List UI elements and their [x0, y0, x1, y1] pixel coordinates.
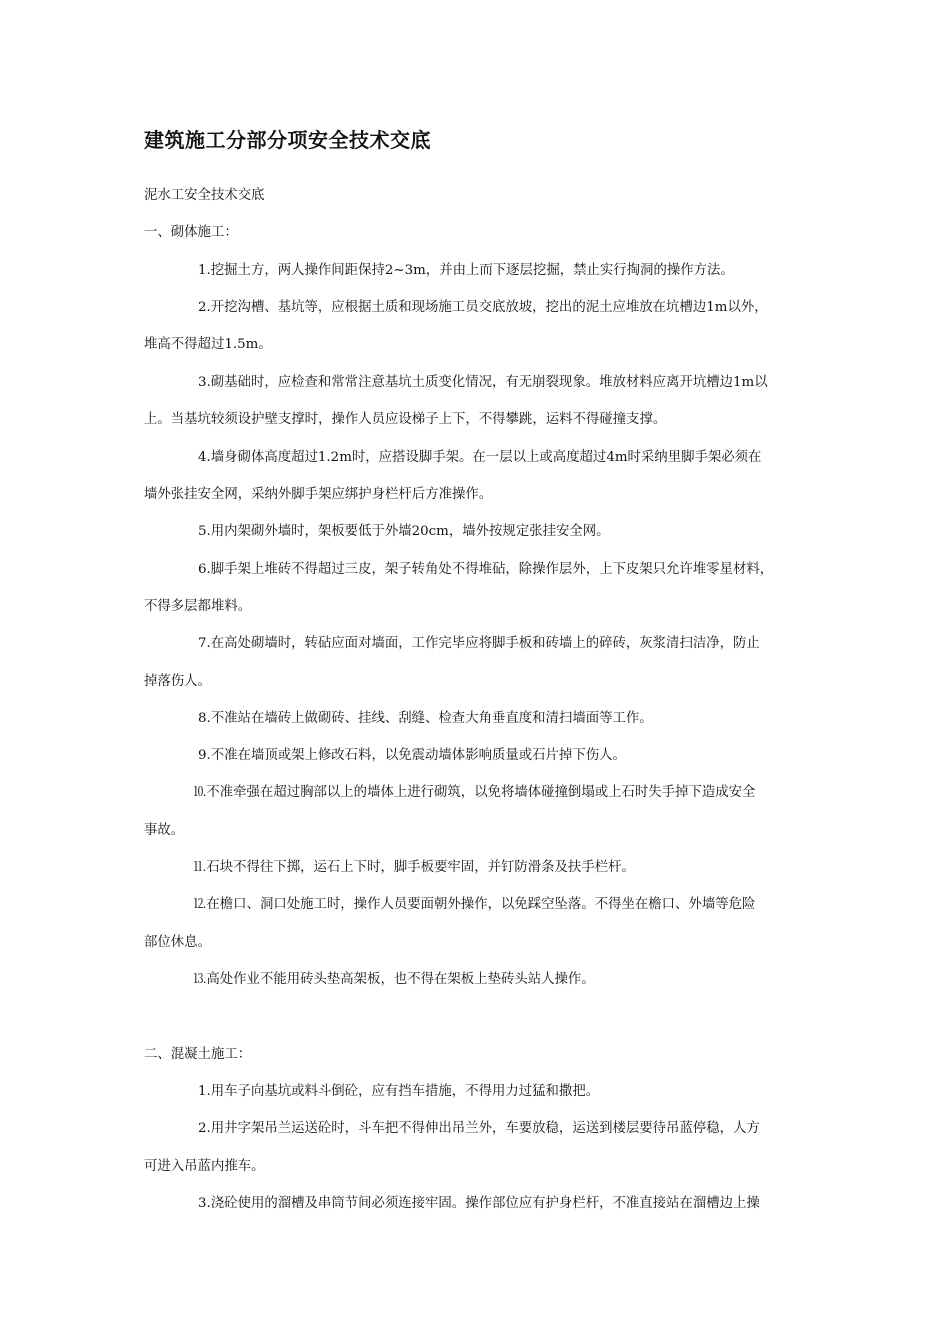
document-subtitle: 泥水工安全技术交底	[144, 188, 265, 203]
concrete-item-2-cont: 可进入吊蓝内推车。	[144, 1159, 265, 1174]
masonry-item-3: 3.砌基础时，应检查和常常注意基坑土质变化情况，有无崩裂现象。堆放材料应离开坑槽边1m以	[198, 375, 768, 390]
section-heading-masonry: 一、砌体施工：	[144, 225, 238, 240]
masonry-item-11: ⒒石块不得往下掷，运石上下时，脚手板要牢固，并钉防滑条及扶手栏杆。	[193, 860, 635, 875]
concrete-item-1: 1.用车子向基坑或料斗倒砼，应有挡车措施，不得用力过猛和撒把。	[198, 1084, 600, 1099]
masonry-item-2: 2.开挖沟槽、基坑等，应根据土质和现场施工员交底放坡，挖出的泥土应堆放在坑槽边1m以外，	[198, 300, 768, 315]
masonry-item-10-cont: 事故。	[144, 823, 185, 838]
concrete-item-3: 3.浇砼使用的溜槽及串筒节间必须连接牢固。操作部位应有护身栏杆，不准直接站在溜槽边上操	[198, 1196, 760, 1211]
concrete-item-2: 2.用井字架吊兰运送砼时，斗车把不得伸出吊兰外，车要放稳，运送到楼层要待吊蓝停稳，人方	[198, 1121, 760, 1136]
masonry-item-1: 1.挖掘土方，两人操作间距保持2~3m，并由上而下逐层挖掘，禁止实行掏洞的操作方法。	[198, 263, 734, 278]
document-title: 建筑施工分部分项安全技术交底	[144, 128, 431, 152]
masonry-item-4: 4.墙身砌体高度超过1.2m时，应搭设脚手架。在一层以上或高度超过4m时采纳里脚手架必须在	[198, 450, 762, 465]
masonry-item-13: ⒔高处作业不能用砖头垫高架板，也不得在架板上垫砖头站人操作。	[193, 972, 595, 987]
masonry-item-9: 9.不准在墙顶或架上修改石料，以免震动墙体影响质量或石片掉下伤人。	[198, 748, 626, 763]
masonry-item-4-cont: 墙外张挂安全网，采纳外脚手架应绑护身栏杆后方准操作。	[144, 487, 493, 502]
masonry-item-3-cont: 上。当基坑较须设护壁支撑时，操作人员应设梯子上下，不得攀跳，运料不得碰撞支撑。	[144, 412, 667, 427]
masonry-item-12-cont: 部位休息。	[144, 935, 211, 950]
section-heading-concrete: 二、混凝土施工：	[144, 1047, 252, 1062]
masonry-item-7-cont: 掉落伤人。	[144, 674, 211, 689]
masonry-item-5: 5.用内架砌外墙时，架板要低于外墙20cm，墙外按规定张挂安全网。	[198, 524, 610, 539]
masonry-item-8: 8.不准站在墙砖上做砌砖、挂线、刮缝、检查大角垂直度和清扫墙面等工作。	[198, 711, 653, 726]
masonry-item-10: ⒑不准牵强在超过胸部以上的墙体上进行砌筑，以免将墙体碰撞倒塌或上石时失手掉下造成安全	[193, 785, 756, 800]
masonry-item-6-cont: 不得多层都堆料。	[144, 599, 252, 614]
masonry-item-2-cont: 堆高不得超过1.5m。	[144, 337, 272, 352]
masonry-item-6: 6.脚手架上堆砖不得超过三皮，架子转角处不得堆砧，除操作层外，上下皮架只允许堆零星材料，	[198, 562, 774, 577]
masonry-item-12: ⒓在檐口、洞口处施工时，操作人员要面朝外操作，以免踩空坠落。不得坐在檐口、外墙等危险	[193, 897, 756, 912]
masonry-item-7: 7.在高处砌墙时，转砧应面对墙面，工作完毕应将脚手板和砖墙上的碎砖，灰浆清扫洁净，防止	[198, 636, 760, 651]
